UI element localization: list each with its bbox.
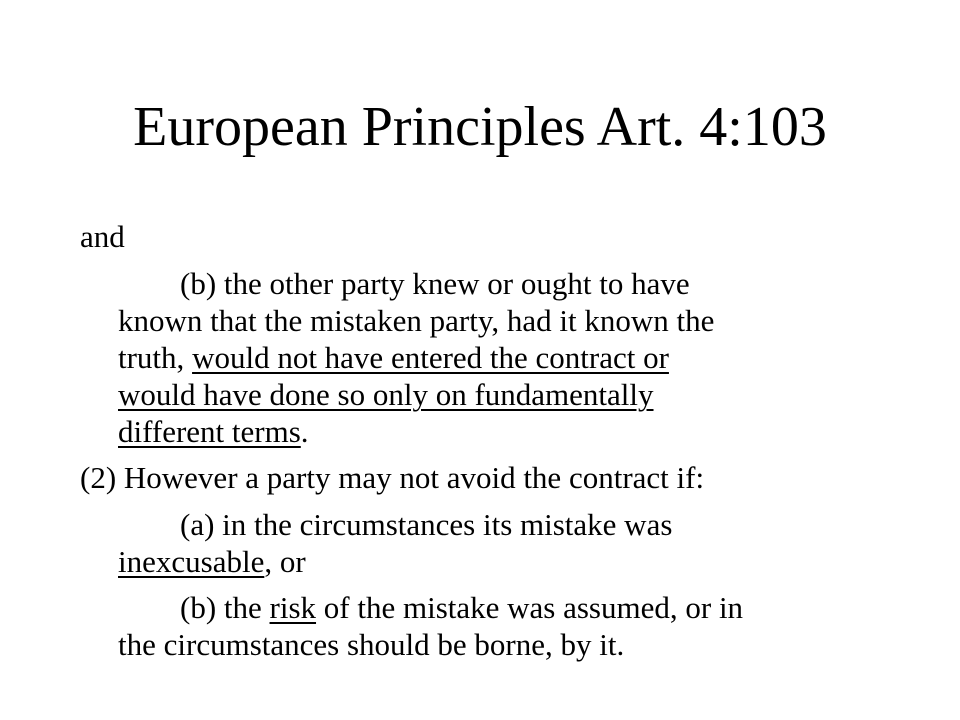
and-text: and <box>80 219 125 254</box>
paragraph-2: (2) However a party may not avoid the contract if: <box>80 460 705 495</box>
clause-b-risk <box>118 589 880 663</box>
clause-b-risk-line-2: the circumstances should be borne, by it. <box>118 627 625 662</box>
clause-b-line-1: (b) the other party knew or ought to have <box>180 266 690 301</box>
clause-b-underlined-3: different terms <box>118 414 301 449</box>
clause-a-line-1: (a) in the circumstances its mistake was <box>180 507 673 542</box>
clause-b-period: . <box>300 414 309 449</box>
clause-a-underlined: inexcusable <box>118 544 265 579</box>
clause-b-line-2: known that the mistaken party, had it known the <box>118 303 715 338</box>
clause-b-risk-start: (b) the <box>180 590 270 625</box>
clause-b-risk-underlined: risk <box>269 590 317 625</box>
clause-b-risk-rest: of the mistake was assumed, or in <box>316 590 744 625</box>
clause-a-line-2-end: , or <box>264 544 306 579</box>
clause-b-underlined-1: would not have entered the contract or <box>192 340 669 375</box>
clause-b-underlined-2: would have done so only on fundamentally <box>118 377 654 412</box>
slide-body <box>80 218 880 672</box>
slide-title: European Principles Art. 4:103 <box>133 96 827 158</box>
clause-a-inexcusable <box>118 506 880 580</box>
clause-b-knowledge <box>118 265 880 450</box>
clause-b-line-3-start: truth, <box>118 340 193 375</box>
